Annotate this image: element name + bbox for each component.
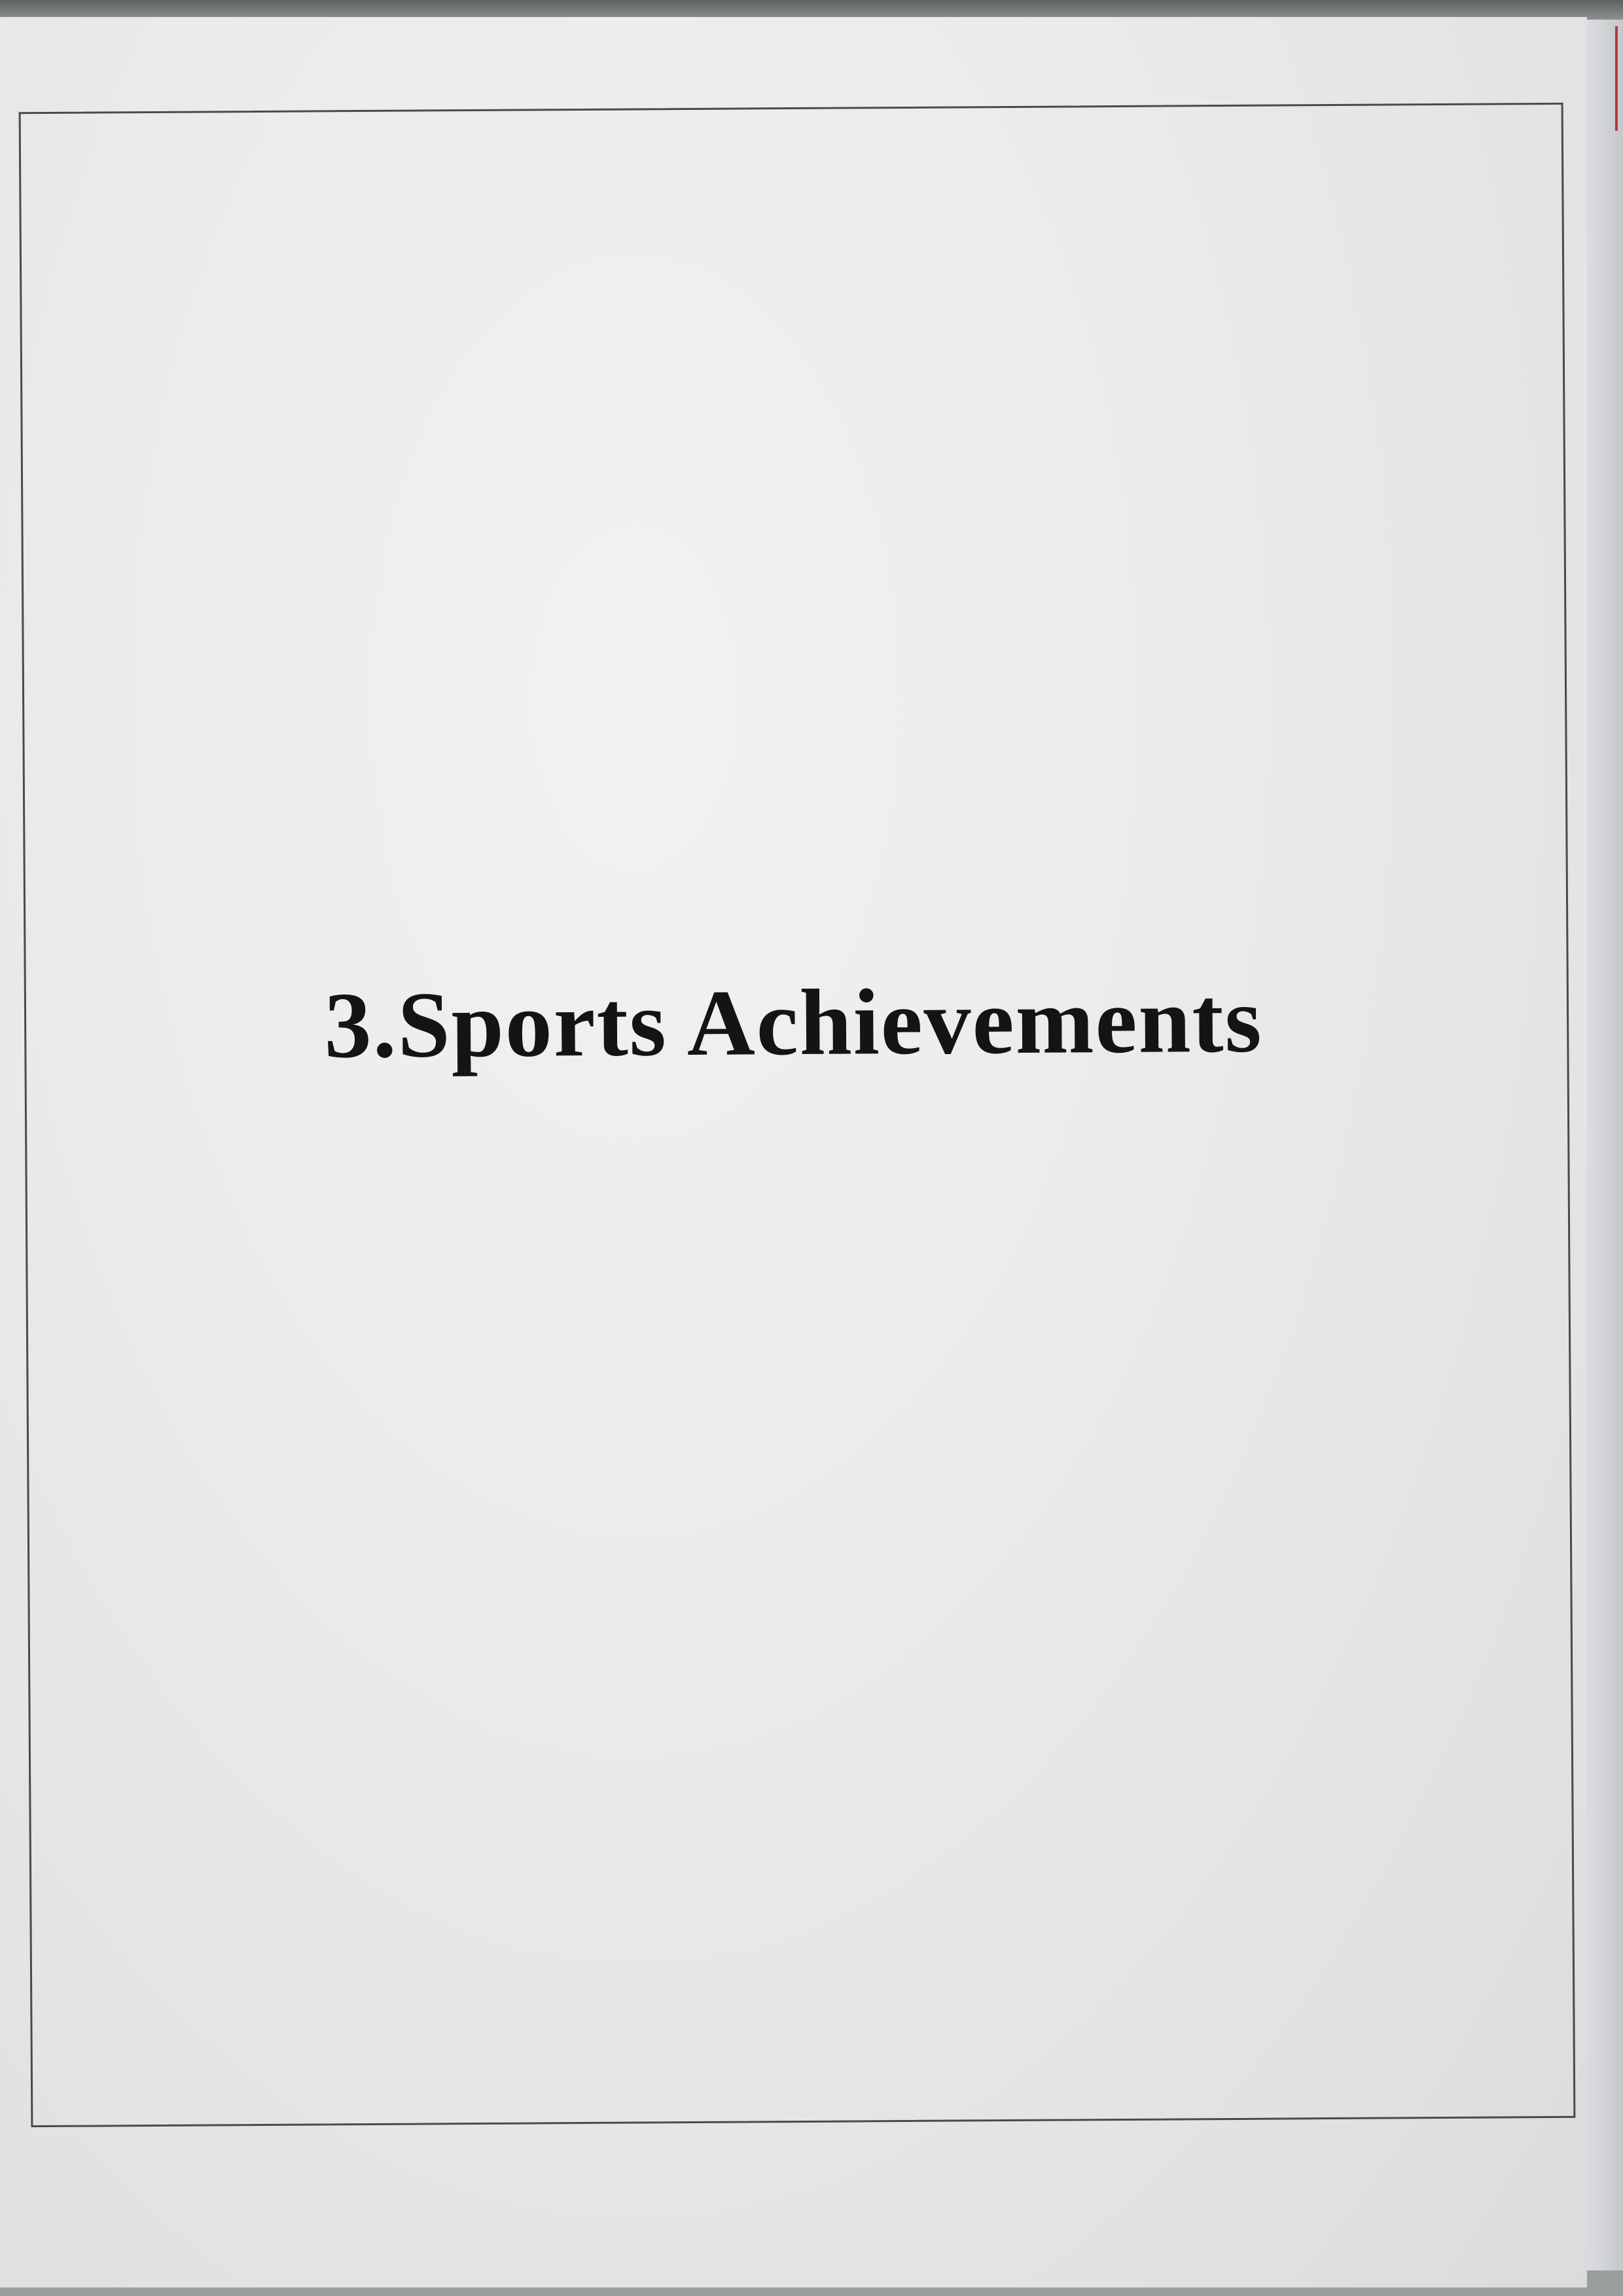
paper-sheet bbox=[0, 17, 1587, 2287]
page-border bbox=[19, 103, 1576, 2127]
section-title: 3.Sports Achievements bbox=[324, 968, 1263, 1078]
red-folder-edge bbox=[1615, 26, 1618, 131]
